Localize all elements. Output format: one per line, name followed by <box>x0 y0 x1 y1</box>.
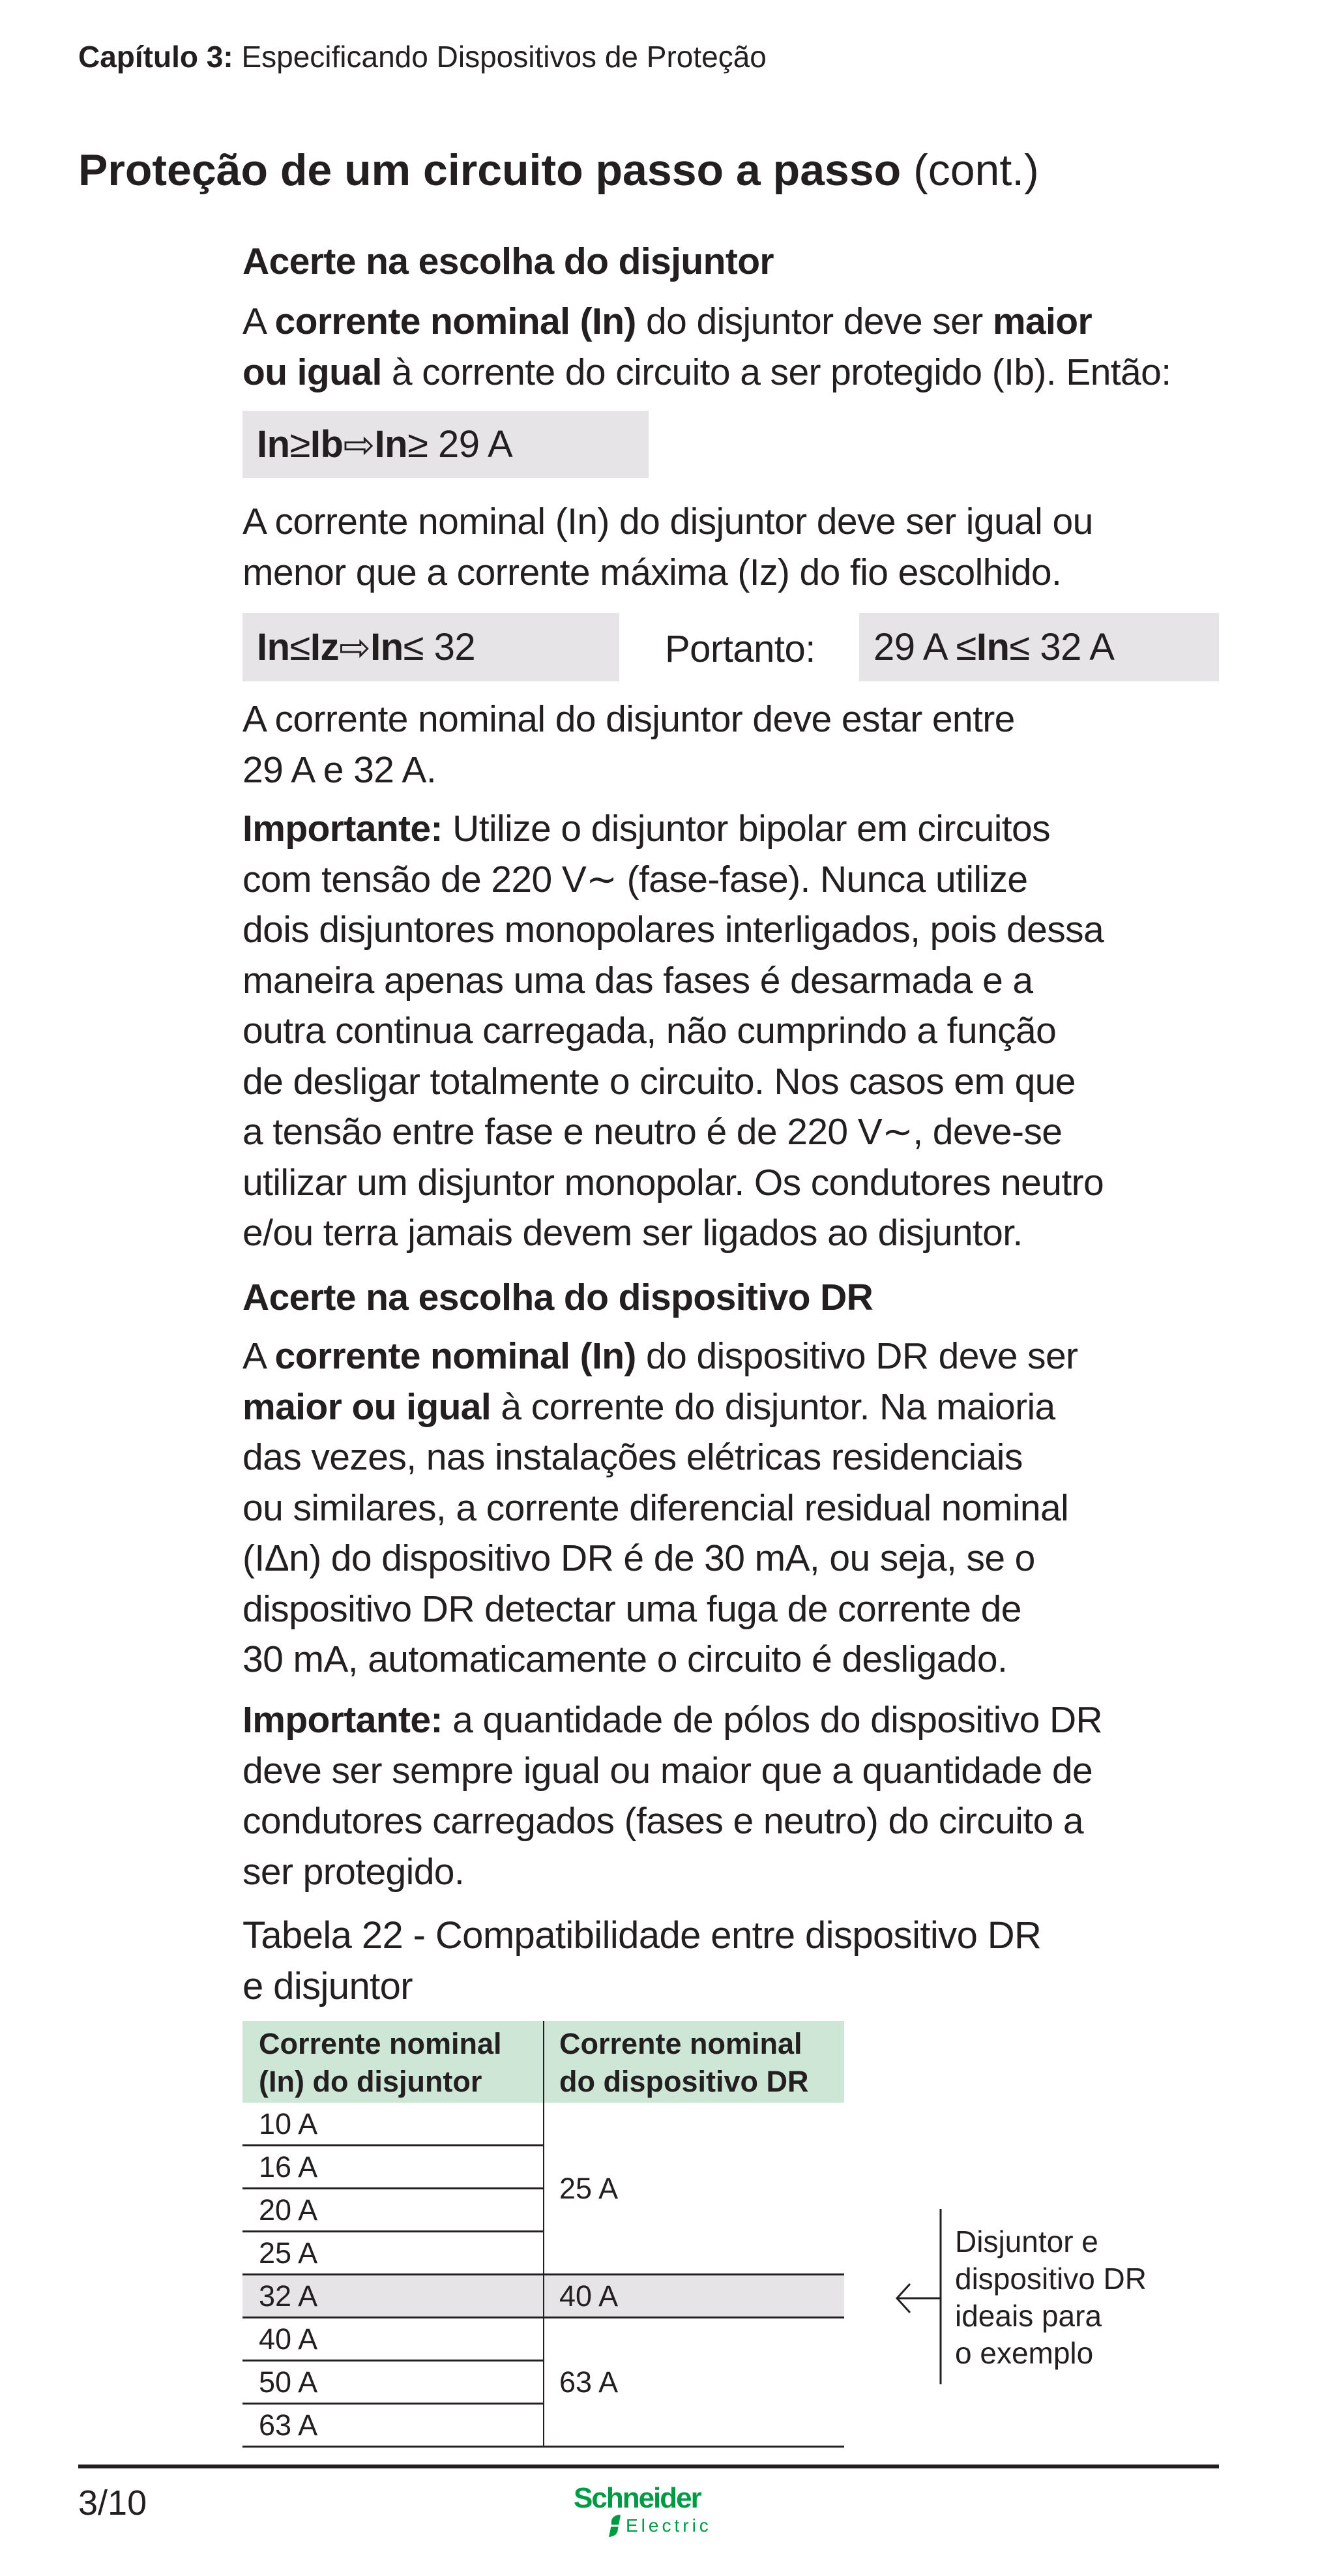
header-line: do dispositivo DR <box>559 2065 809 2098</box>
paragraph-line <box>242 1850 465 1893</box>
section-heading <box>242 1279 873 1316</box>
text-segment: ≥ <box>289 423 310 466</box>
bold-text: In <box>257 626 290 668</box>
paragraph-line <box>242 1487 1069 1529</box>
paragraph-line <box>242 698 1015 740</box>
paragraph-line <box>242 303 1092 340</box>
logo-subtitle: Electric <box>626 2515 712 2536</box>
text-segment: A <box>242 301 275 342</box>
text-segment: ≤ 32 A <box>1009 626 1115 668</box>
text-segment: dois disjuntores monopolares interligados, pois dessa <box>242 909 1104 951</box>
paragraph-line <box>242 1436 1023 1478</box>
paragraph-line <box>242 959 1033 1001</box>
paragraph-line <box>242 1212 1023 1254</box>
breaker-value-cell: 40 A <box>259 2322 318 2356</box>
table-header-cell <box>242 2021 543 2103</box>
text-segment: e disjuntor <box>242 1964 413 2007</box>
page-title-main: Proteção de um circuito passo a passo <box>78 145 902 195</box>
paragraph-line <box>242 1537 1035 1579</box>
bold-text: maior <box>992 301 1093 342</box>
formula-box-in-ib <box>242 411 649 478</box>
bold-text: In <box>976 626 1010 668</box>
page-title <box>78 145 1039 196</box>
table-caption-line <box>242 1914 1042 1957</box>
schneider-electric-logo <box>574 2484 712 2539</box>
text-segment: com tensão de 220 V∼ (fase-fase). Nunca utilize <box>242 858 1028 900</box>
bold-text: In <box>257 423 290 466</box>
chapter-label: Capítulo 3: <box>78 40 233 74</box>
row-divider <box>543 2273 844 2275</box>
text-segment: maneira apenas uma das fases é desarmada e a <box>242 959 1033 1001</box>
paragraph-line <box>242 1161 1104 1204</box>
paragraph-line <box>242 1749 1093 1792</box>
text-segment: Tabela 22 - Compatibilidade entre dispositivo DR <box>242 1914 1042 1957</box>
bold-text: ou igual <box>242 351 382 393</box>
annotation-line: dispositivo DR <box>955 2262 1147 2296</box>
text-segment: de desligar totalmente o circuito. Nos casos em que <box>242 1060 1076 1103</box>
text-segment: ser protegido. <box>242 1850 465 1893</box>
text-segment: (IΔn) do dispositivo DR é de 30 mA, ou seja, se o <box>242 1537 1035 1579</box>
text-segment: do dispositivo DR deve ser <box>636 1335 1078 1377</box>
footer-divider <box>78 2465 1219 2468</box>
paragraph-line <box>242 1385 1055 1428</box>
dr-value-cell: 63 A <box>559 2365 619 2399</box>
header-line: Corrente nominal <box>259 2027 502 2060</box>
paragraph-line <box>242 1800 1084 1842</box>
text-segment: ≥ 29 A <box>407 423 513 466</box>
annotation-line: Disjuntor e <box>955 2225 1098 2258</box>
bold-text: Acerte na escolha do dispositivo DR <box>242 1277 873 1318</box>
bold-text: Ib <box>310 423 344 466</box>
paragraph-line <box>242 1335 1078 1377</box>
text-segment: dispositivo DR detectar uma fuga de corrente de <box>242 1588 1021 1630</box>
text-segment: ⇨ <box>343 423 375 466</box>
text-segment: ⇨ <box>339 626 371 669</box>
bold-text: corrente nominal (In) <box>274 301 636 342</box>
text-segment: 29 A ≤ <box>873 626 976 668</box>
dr-value-cell: 25 A <box>559 2172 619 2205</box>
row-divider <box>543 2446 844 2448</box>
table-annotation <box>955 2223 1147 2372</box>
section-heading <box>242 243 774 280</box>
bold-text: maior ou igual <box>242 1385 491 1428</box>
paragraph-line <box>242 1699 1103 1741</box>
portanto-label: Portanto: <box>665 628 815 670</box>
text-segment: à corrente do disjuntor. Na maioria <box>491 1385 1055 1428</box>
text-segment: 29 A e 32 A. <box>242 748 437 791</box>
text-segment: e/ou terra jamais devem ser ligados ao disjuntor. <box>242 1212 1023 1254</box>
text-segment: condutores carregados (fases e neutro) do circuito a <box>242 1800 1084 1842</box>
column-divider <box>543 2021 544 2447</box>
text-segment: à corrente do circuito a ser protegido (Ib). Então: <box>381 351 1171 393</box>
text-segment: ou similares, a corrente diferencial residual nominal <box>242 1487 1069 1529</box>
text-segment: das vezes, nas instalações elétricas residenciais <box>242 1436 1023 1478</box>
dr-value-cell: 40 A <box>559 2279 619 2313</box>
paragraph-line <box>242 810 1050 848</box>
text-segment: a quantidade de pólos do dispositivo DR <box>442 1699 1103 1741</box>
paragraph-line <box>242 1638 1008 1680</box>
header-line: Corrente nominal <box>559 2027 802 2060</box>
paragraph-line <box>242 748 437 791</box>
formula-box-in-iz <box>242 613 619 681</box>
page-number: 3/10 <box>78 2483 147 2523</box>
breaker-value-cell: 25 A <box>259 2236 318 2270</box>
paragraph-line <box>242 1010 1057 1052</box>
text-segment: ≤ <box>289 626 310 668</box>
text-segment: do disjuntor deve ser <box>636 301 993 342</box>
annotation-line: ideais para <box>955 2299 1102 2333</box>
formula-box-range <box>859 613 1219 681</box>
paragraph-line <box>242 1060 1076 1103</box>
bold-text: In <box>374 423 408 466</box>
row-divider <box>242 2446 543 2448</box>
paragraph-line <box>242 1588 1021 1630</box>
bold-text: Iz <box>310 626 340 668</box>
text-segment: menor que a corrente máxima (Iz) do fio escolhido. <box>242 551 1062 593</box>
paragraph-line <box>242 911 1104 949</box>
paragraph-line <box>242 551 1062 593</box>
text-segment: deve ser sempre igual ou maior que a quantidade de <box>242 1749 1093 1792</box>
page-title-suffix: (cont.) <box>901 145 1039 195</box>
bold-text: corrente nominal (In) <box>274 1335 636 1377</box>
breaker-value-cell: 63 A <box>259 2408 318 2442</box>
bold-text: Acerte na escolha do disjuntor <box>242 241 774 282</box>
paragraph-line <box>242 351 1171 393</box>
breaker-value-cell: 10 A <box>259 2107 318 2140</box>
chapter-title: Especificando Dispositivos de Proteção <box>233 40 767 74</box>
paragraph-line <box>242 858 1028 900</box>
text-segment: Utilize o disjuntor bipolar em circuitos <box>442 808 1051 850</box>
table-caption-line <box>242 1964 413 2007</box>
text-segment: 30 mA, automaticamente o circuito é desligado. <box>242 1638 1008 1680</box>
text-segment: A <box>242 1335 275 1377</box>
header-line: (In) do disjuntor <box>259 2065 482 2098</box>
paragraph-line <box>242 1111 1063 1153</box>
logo-wordmark: Schneider <box>574 2482 701 2514</box>
text-segment: A corrente nominal do disjuntor deve estar entre <box>242 698 1015 740</box>
text-segment: outra continua carregada, não cumprindo a função <box>242 1010 1057 1052</box>
text-segment: A corrente nominal (In) do disjuntor deve ser igual ou <box>242 501 1093 542</box>
bold-text: Importante: <box>242 808 443 850</box>
breaker-value-cell: 50 A <box>259 2365 318 2399</box>
table-header-cell <box>543 2021 844 2103</box>
breaker-value-cell: 32 A <box>259 2279 318 2313</box>
text-segment: utilizar um disjuntor monopolar. Os condutores neutro <box>242 1161 1104 1204</box>
logo-symbol-icon <box>606 2513 624 2539</box>
breaker-value-cell: 20 A <box>259 2193 318 2227</box>
text-segment: a tensão entre fase e neutro é de 220 V∼, deve-se <box>242 1111 1063 1153</box>
chapter-header <box>78 39 767 74</box>
paragraph-line <box>242 503 1093 540</box>
text-segment: ≤ 32 <box>403 626 476 668</box>
breaker-value-cell: 16 A <box>259 2150 318 2184</box>
annotation-line: o exemplo <box>955 2336 1094 2370</box>
bold-text: Importante: <box>242 1699 443 1741</box>
arrow-left-icon <box>893 2207 945 2386</box>
bold-text: In <box>370 626 403 668</box>
